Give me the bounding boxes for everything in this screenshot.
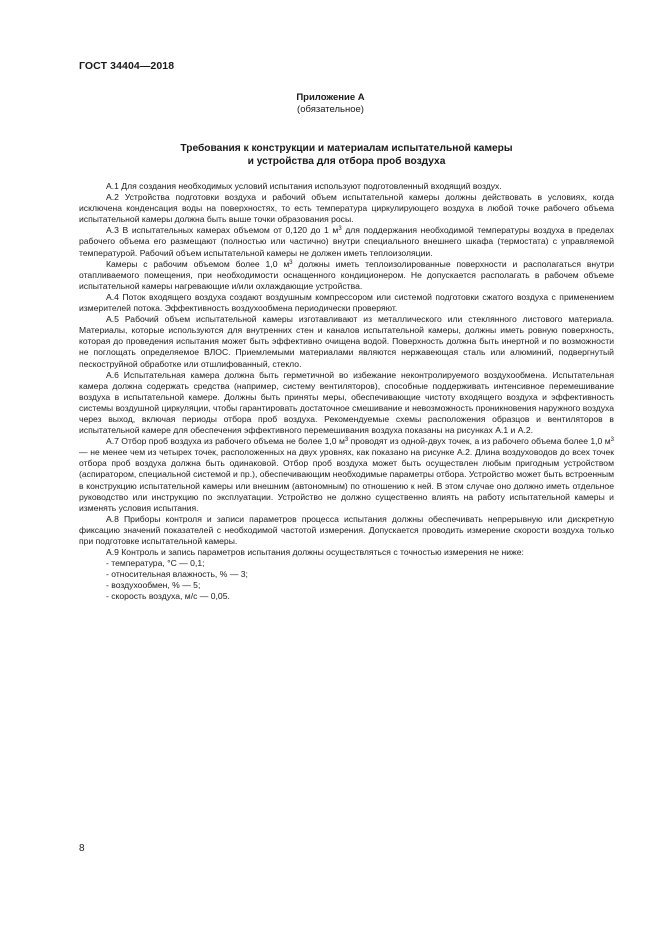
appendix-title: Приложение А (296, 92, 365, 103)
paragraph-a1: А.1 Для создания необходимых условий испытания используют подготовленный входящий воздух. (106, 181, 502, 191)
page-number: 8 (79, 843, 85, 854)
document-header: ГОСТ 34404—2018 (79, 60, 175, 72)
section-title-line-2: и устройства для отбора проб воздуха (247, 156, 446, 167)
paragraph-a7: А.7 Отбор проб воздуха из рабочего объема не более 1,0 $м^3$ проводят из одной-двух точек, а из рабочего объема более 1,0 $м^3$ — не менее чем из четырех точек, расположенных на двух уровнях, как показано на рисунке А.2. Длина воздуховодов до всех точек отбора проб воздуха должна быть одинаковой. Отбор проб воздуха может быть осуществлен любым пригодным устройством (аспиратором, специальной системой и пр.), обеспечивающим необходимые параметры отбора. Устройство может быть встроенным в конструкцию испытательной камеры или внешним (автономным) по отношению к ней. В этом случае оно должно иметь отдельное руководство или инструкцию по эксплуатации. Устройство не должно существенно влиять на работу испытательной камеры и изменять условия испытания. (79, 436, 614, 513)
paragraph-a6: А.6 Испытательная камера должна быть герметичной во избежание неконтролируемого воздухообмена. Испытательная камера должна содержать средства (например, систему вентиляторов), способные поддерживать интенсивное перемешивание воздуха в испытательной камере. Должны быть приняты меры, обеспечивающие чистоту входящего воздуха и эффективность системы воздушной циркуляции, чтобы гарантировать достаточное смешивание и невозможность проникновения наружного воздуха через выход, включая периоды отбора проб воздуха. Рекомендуемые схемы расположения образцов и вентиляторов в испытательной камере для обеспечения эффективного перемешивания воздуха показаны на рисунках А.1 и А.2. (79, 369, 614, 436)
paragraph-a9: А.9 Контроль и запись параметров испытания должны осуществляться с точностью измерения не ниже: (106, 547, 524, 558)
appendix-heading (0, 92, 661, 116)
paragraph-a4: А.4 Поток входящего воздуха создают воздушным компрессором или системой подготовки сжатого воздуха с применением измерителей потока. Эффективность воздухообмена периодически проверяют. (79, 291, 614, 314)
paragraph-a3-continued: Камеры с рабочим объемом более 1,0 $м^3$ должны иметь теплоизолированные поверхности и располагаться внутри отапливаемого помещения, при необходимости оснащенного кондиционером. Не допускается располагать в рабочем объеме испытательной камеры нагревающие и/или охлаждающие устройства. (79, 258, 614, 291)
paragraph-a8: А.8 Приборы контроля и записи параметров процесса испытания должны обеспечивать непрерывную или дискретную фиксацию значений показателей с необходимой частотой измерения. Допускается проводить измерение скорости воздуха только при подготовке испытательной камеры. (79, 513, 614, 546)
section-title (79, 142, 614, 168)
list-item: - температура, °С — 0,1; (106, 558, 205, 569)
list-item: - воздухообмен, % — 5; (106, 580, 201, 591)
document-body (79, 181, 614, 603)
paragraph-a2: А.2 Устройства подготовки воздуха и рабочий объем испытательной камеры должны действовать в условиях, когда исключена конденсация воды на поверхностях, то есть температура циркулирующего воздуха в любой точке рабочего объема испытательной камеры должна быть выше точки образования росы. (79, 192, 614, 225)
list-item: - относительная влажность, % — 3; (106, 569, 248, 580)
list-item: - скорость воздуха, м/с — 0,05. (106, 591, 230, 602)
paragraph-a5: А.5 Рабочий объем испытательной камеры изготавливают из металлического или стеклянного листового материала. Материалы, которые используются для внутренних стен и каналов испытательной камеры, должны иметь ровную поверхность, которая до проведения испытания может быть эффективно очищена водой. Поверхность должна быть инертной и по возможности не поглощать определяемое ВЛОС. Приемлемыми материалами являются нержавеющая сталь или алюминий, подвергнутый пескоструйной обработке или отшлифованный, стекло. (79, 314, 614, 369)
appendix-status: (обязательное) (297, 104, 364, 115)
paragraph-a3: А.3 В испытательных камерах объемом от 0,120 до 1 $м^3$ для поддержания необходимой температуры воздуха в пределах рабочего объема его размещают (полностью или частично) внутри специального внешнего шкафа (термостата) с управляемой температурой. Рабочий объем испытательной камеры не должен иметь теплоизоляции. (79, 225, 614, 258)
section-title-line-1: Требования к конструкции и материалам испытательной камеры (180, 143, 513, 154)
